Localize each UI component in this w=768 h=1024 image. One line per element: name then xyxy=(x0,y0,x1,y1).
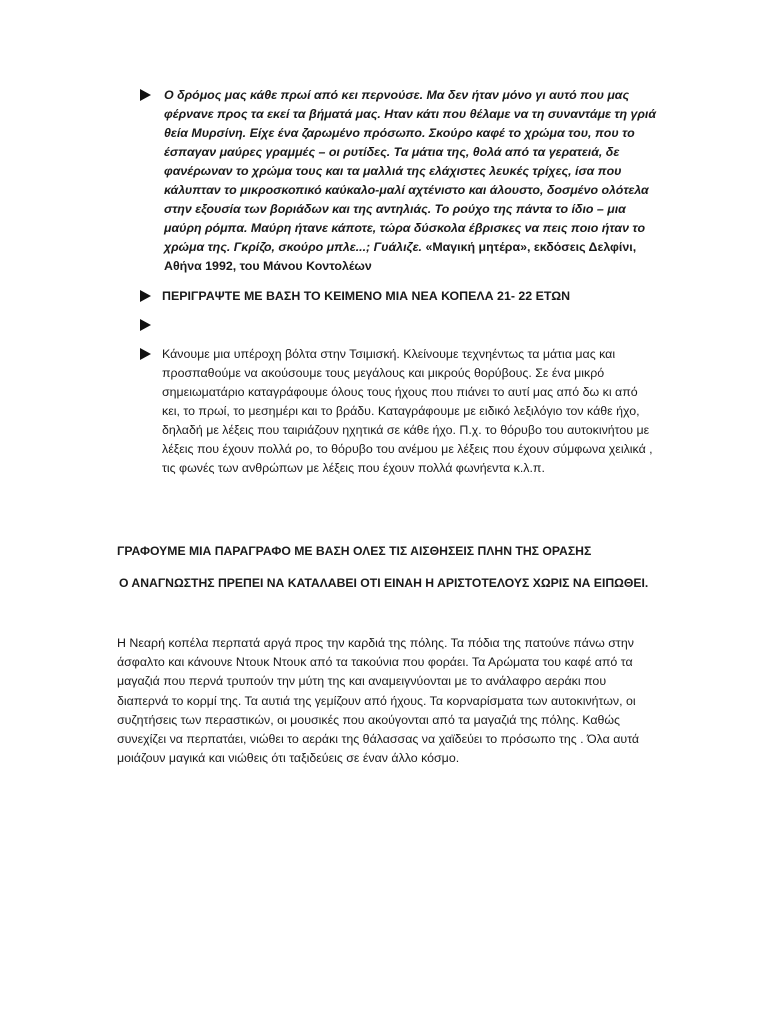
bullet-icon xyxy=(140,89,151,101)
bullet-icon xyxy=(140,290,151,302)
body-paragraph: Η Νεαρή κοπέλα περπατά αργά προς την καρδιά της πόλης. Τα πόδια της πατούνε πάνω στην άσφαλτο και κάνουνε Ντουκ Ντουκ από τα τακούνια που φοράει. Τα Αρώματα του καφέ από τα μαγαζιά που περνά τρυπούν την μύτη της και αναμειγνύονται με το ανάλαφρο αεράκι που διαπερνά το κορμί της. Τα αυτιά της γεμίζουν από ήχους. Τα κορναρίσματα των αυτοκινήτων, οι συζητήσεις των περαστικών, οι μουσικές που ακούγονται από τα μαγαζιά της πόλης. Καθώς συνεχίζει να περπατάει, νιώθει το αεράκι της θάλασσας να χαϊδεύει το πρόσωπο της . Όλα αυτά μοιάζουν μαγικά και νιώθεις ότι ταξιδεύεις σε έναν άλλο κόσμο. xyxy=(117,636,640,766)
bullet-icon xyxy=(140,348,151,360)
heading-reader: Ο ΑΝΑΓΝΩΣΤΗΣ ΠΡΕΠΕΙ ΝΑ ΚΑΤΑΛΑΒΕΙ ΟΤΙ ΕΙΝΑΗ Η ΑΡΙΣΤΟΤΕΛΟΥΣ ΧΩΡΙΣ ΝΑ ΕΙΠΩΘΕΙ. xyxy=(119,576,649,590)
task-text: ΠΕΡΙΓΡΑΨΤΕ ΜΕ ΒΑΣΗ ΤΟ ΚΕΙΜΕΝΟ ΜΙΑ ΝΕΑ ΚΟΠΕΛΑ 21- 22 ΕΤΩΝ xyxy=(162,289,571,303)
excerpt-source: «Μαγική μητέρα», εκδόσεις Δελφίνι, Αθήνα 1992, του Μάνου Κοντολέων xyxy=(164,240,637,273)
bullet-list xyxy=(138,86,658,478)
heading-senses: ΓΡΑΦΟΥΜΕ ΜΙΑ ΠΑΡΑΓΡΑΦΟ ΜΕ ΒΑΣΗ ΟΛΕΣ ΤΙΣ ΑΙΣΘΗΣΕΙΣ ΠΛΗΝ ΤΗΣ ΟΡΑΣΗΣ xyxy=(117,544,592,558)
list-item-activity xyxy=(138,345,658,478)
activity-text: Κάνουμε μια υπέροχη βόλτα στην Τσιμισκή. Κλείνουμε τεχνηέντως τα μάτια μας και προσπαθούμε να ακούσουμε τους μεγάλους και μικρούς θορύβους. Σε ένα μικρό σημειωματάριο καταγράφουμε όλους τους ήχους που πιάνει το αυτί μας από δω κι από κει, το πρωί, το μεσημέρι και το βράδυ. Καταγράφουμε με ειδικό λεξιλόγιο τον κάθε ήχο, δηλαδή με λέξεις που ταιριάζουν ηχητικά σε κάθε ήχο. Π.χ. το θόρυβο του αυτοκινήτου με λέξεις που έχουν πολλά ρο, το θόρυβο του ανέμου με λέξεις που έχουν σύμφωνα χειλικά , τις φωνές των ανθρώπων με λέξεις που έχουν πολλά φωνήεντα κ.λ.π. xyxy=(162,347,653,475)
excerpt-text: Ο δρόμος μας κάθε πρωί από κει περνούσε. Μα δεν ήταν μόνο γι αυτό που μας φέρνανε προς τα εκεί τα βήματά μας. Ηταν κάτι που θέλαμε να τη συναντάμε τη γριά θεία Μυρσίνη. Είχε ένα ζαρωμένο πρόσωπο. Σκούρο καφέ το χρώμα του, που το έσπαγαν μαύρες γραμμές – οι ρυτίδες. Τα μάτια της, θολά από τα γερατειά, δε φανέρωναν το χρώμα τους και τα μαλλιά της ελάχιστες λευκές τρίχες, ίσα που κάλυπταν το μικροσκοπικό καύκαλο-μαλί αχτένιστο και άλουστο, δοσμένο ολότελα στην εξουσία των βοριάδων και της αντηλιάς. Το ρούχο της πάντα το ίδιο – μια μαύρη ρόμπα. Μαύρη ήτανε κάποτε, τώρα δύσκολα έβρισκες να πεις ποιο ήταν το χρώμα της. Γκρίζο, σκούρο μπλε...; Γυάλιζε. xyxy=(164,88,657,254)
list-item-excerpt xyxy=(138,86,658,276)
list-item-empty xyxy=(138,316,658,335)
bullet-icon xyxy=(140,319,151,331)
list-item-task xyxy=(138,287,658,306)
